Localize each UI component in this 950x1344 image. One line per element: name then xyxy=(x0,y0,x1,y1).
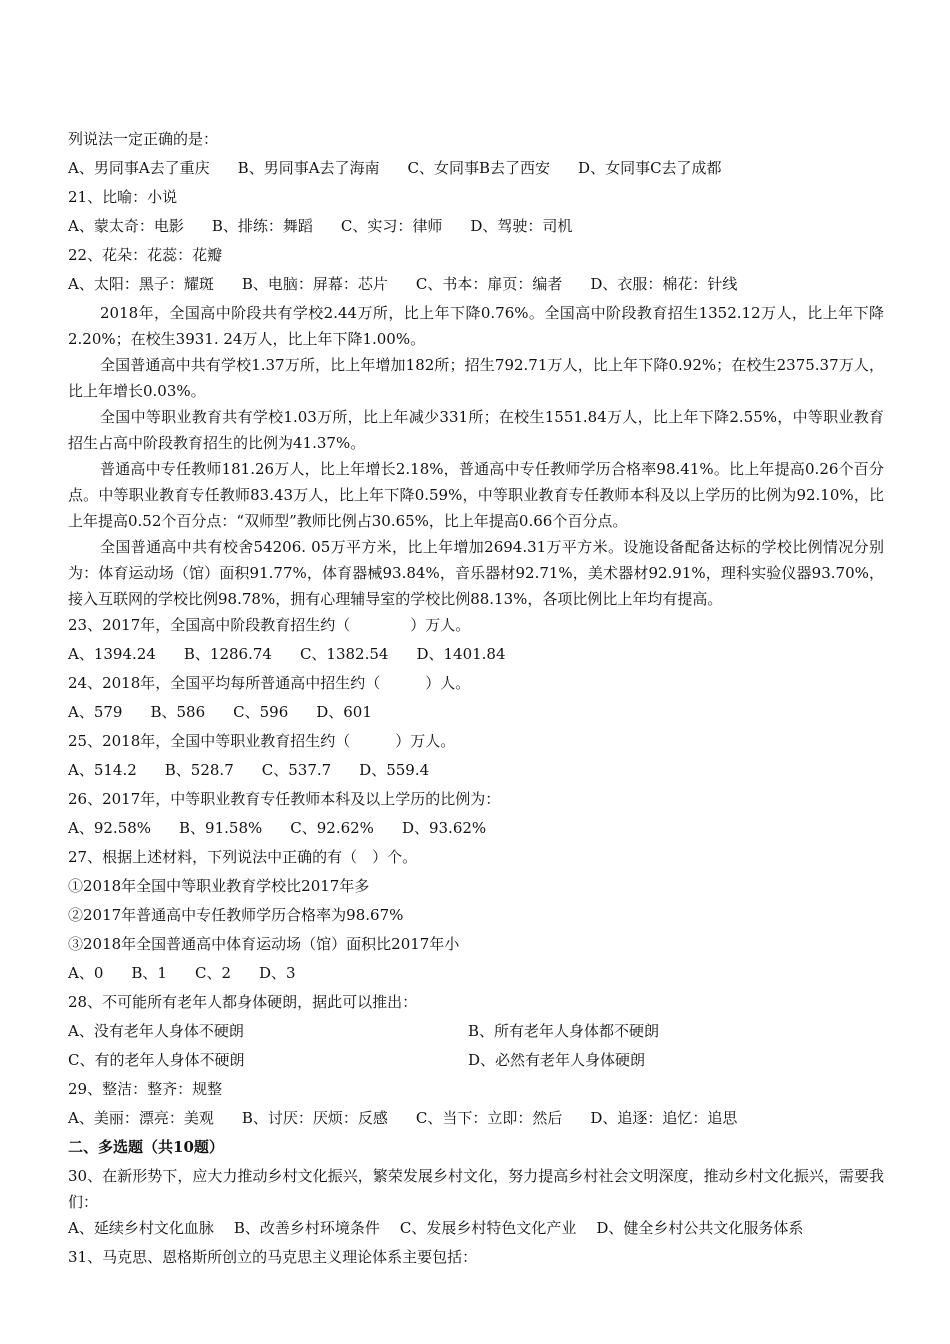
option-c: C、1382.54 xyxy=(299,645,389,663)
q28-stem: 28、不可能所有老年人都身体硬朗，据此可以推出： xyxy=(68,993,418,1011)
option-d: D、驾驶：司机 xyxy=(470,217,573,235)
q22-options xyxy=(68,270,884,299)
material-paragraph-2: 全国普通高中共有学校1.37万所，比上年增加182所；招生792.71万人，比上年下降0.92%；在校生2375.37万人，比上年增长0.03%。 xyxy=(68,356,884,400)
option-c: C、537.7 xyxy=(261,761,332,779)
material-paragraph-4: 普通高中专任教师181.26万人，比上年增长2.18%，普通高中专任教师学历合格率98.41%。比上年提高0.26个百分点。中等职业教育专任教师83.43万人，比上年下降0.59%，中等职业教育专任教师本科及以上学历的比例为92.10%，比上年提高0.52个百分点：“双师型”教师比例占30.65%，比上年提高0.66个百分点。 xyxy=(68,460,884,530)
option-c: C、女同事B去了西安 xyxy=(407,159,551,177)
q22-stem: 22、花朵：花蕊：花瓣 xyxy=(68,246,223,264)
q25-options xyxy=(68,756,884,785)
material-paragraph-5: 全国普通高中共有校舍54206. 05万平方米，比上年增加2694.31万平方米。设施设备配备达标的学校比例情况分别为：体育运动场（馆）面积91.77%，体育器械93.84%，音乐器材92.71%，美术器材92.91%，理科实验仪器93.70%，接入互联网的学校比例98.78%，拥有心理辅导室的学校比例88.13%，各项比例比上年均有提高。 xyxy=(68,538,884,608)
option-c: C、当下：立即：然后 xyxy=(415,1109,563,1127)
option-a: A、男同事A去了重庆 xyxy=(68,159,210,177)
option-b: B、586 xyxy=(150,703,206,721)
option-a: A、蒙太奇：电影 xyxy=(68,217,184,235)
option-a: A、太阳：黑子：耀斑 xyxy=(68,275,214,293)
q28-options-row-1 xyxy=(68,1017,884,1046)
option-c: C、发展乡村特色文化产业 xyxy=(399,1219,577,1237)
q29-stem: 29、整洁：整齐：规整 xyxy=(68,1080,223,1098)
q27-stem: 27、根据上述材料，下列说法中正确的有（ ）个。 xyxy=(68,848,418,866)
option-a: A、579 xyxy=(68,703,123,721)
q30-options xyxy=(68,1214,884,1243)
option-b: B、讨厌：厌烦：反感 xyxy=(241,1109,388,1127)
q27-statement-3: ③2018年全国普通高中体育运动场（馆）面积比2017年小 xyxy=(68,935,460,953)
option-d: D、1401.84 xyxy=(416,645,506,663)
section-heading-multiple-choice: 二、多选题（共10题） xyxy=(68,1138,224,1156)
option-a: A、延续乡村文化血脉 xyxy=(68,1219,214,1237)
q24-options xyxy=(68,698,884,727)
option-d: D、健全乡村公共文化服务体系 xyxy=(596,1219,804,1237)
option-b: B、1 xyxy=(131,964,167,982)
option-c: C、实习：律师 xyxy=(340,217,443,235)
q25-stem: 25、2018年，全国中等职业教育招生约（ ）万人。 xyxy=(68,732,456,750)
option-d: D、601 xyxy=(316,703,372,721)
option-d: D、必然有老年人身体硬朗 xyxy=(468,1051,646,1069)
q28-options-row-2 xyxy=(68,1046,884,1075)
option-b: B、所有老年人身体都不硬朗 xyxy=(468,1022,660,1040)
option-c: C、2 xyxy=(194,964,231,982)
option-b: B、528.7 xyxy=(164,761,234,779)
option-a: A、美丽：漂亮：美观 xyxy=(68,1109,214,1127)
option-d: D、女同事C去了成都 xyxy=(578,159,722,177)
q26-stem: 26、2017年，中等职业教育专任教师本科及以上学历的比例为： xyxy=(68,790,501,808)
option-c: C、92.62% xyxy=(290,819,374,837)
option-d: D、93.62% xyxy=(401,819,487,837)
q27-statement-1: ①2018年全国中等职业教育学校比2017年多 xyxy=(68,877,370,895)
option-b: B、电脑：屏幕：芯片 xyxy=(241,275,388,293)
material-paragraph-3: 全国中等职业教育共有学校1.03万所，比上年减少331所；在校生1551.84万人，比上年下降2.55%，中等职业教育招生占高中阶段教育招生的比例为41.37%。 xyxy=(68,408,884,452)
option-c: C、596 xyxy=(233,703,289,721)
option-d: D、3 xyxy=(259,964,296,982)
option-c: C、有的老年人身体不硬朗 xyxy=(68,1051,245,1069)
q26-options xyxy=(68,814,884,843)
q21-stem: 21、比喻：小说 xyxy=(68,188,178,206)
q20-options xyxy=(68,154,884,183)
question-intro: 列说法一定正确的是： xyxy=(68,130,219,148)
q23-options xyxy=(68,640,884,669)
q31-stem: 31、马克思、恩格斯所创立的马克思主义理论体系主要包括： xyxy=(68,1248,478,1266)
option-d: D、衣服：棉花：针线 xyxy=(590,275,738,293)
q21-options xyxy=(68,212,884,241)
option-b: B、91.58% xyxy=(179,819,263,837)
q29-options xyxy=(68,1104,884,1133)
q27-options xyxy=(68,959,884,988)
option-b: B、排练：舞蹈 xyxy=(211,217,313,235)
q30-stem: 30、在新形势下，应大力推动乡村文化振兴，繁荣发展乡村文化，努力提高乡村社会文明深度，推动乡村文化振兴，需要我们： xyxy=(68,1167,884,1211)
q27-statement-2: ②2017年普通高中专任教师学历合格率为98.67% xyxy=(68,906,404,924)
option-d: D、559.4 xyxy=(359,761,430,779)
option-b: B、男同事A去了海南 xyxy=(237,159,380,177)
q24-stem: 24、2018年，全国平均每所普通高中招生约（ ）人。 xyxy=(68,674,471,692)
material-paragraph-1: 2018年，全国高中阶段共有学校2.44万所，比上年下降0.76%。全国高中阶段教育招生1352.12万人，比上年下降2.20%；在校生3931. 24万人，比上年下降1.00%。 xyxy=(68,304,884,348)
option-b: B、1286.74 xyxy=(183,645,272,663)
option-a: A、514.2 xyxy=(68,761,137,779)
q23-stem: 23、2017年，全国高中阶段教育招生约（ ）万人。 xyxy=(68,616,471,634)
option-b: B、改善乡村环境条件 xyxy=(233,1219,380,1237)
option-a: A、没有老年人身体不硬朗 xyxy=(68,1022,244,1040)
option-c: C、书本：扉页：编者 xyxy=(415,275,563,293)
option-a: A、92.58% xyxy=(68,819,152,837)
option-d: D、追逐：追忆：追思 xyxy=(590,1109,738,1127)
option-a: A、0 xyxy=(68,964,104,982)
option-a: A、1394.24 xyxy=(68,645,156,663)
